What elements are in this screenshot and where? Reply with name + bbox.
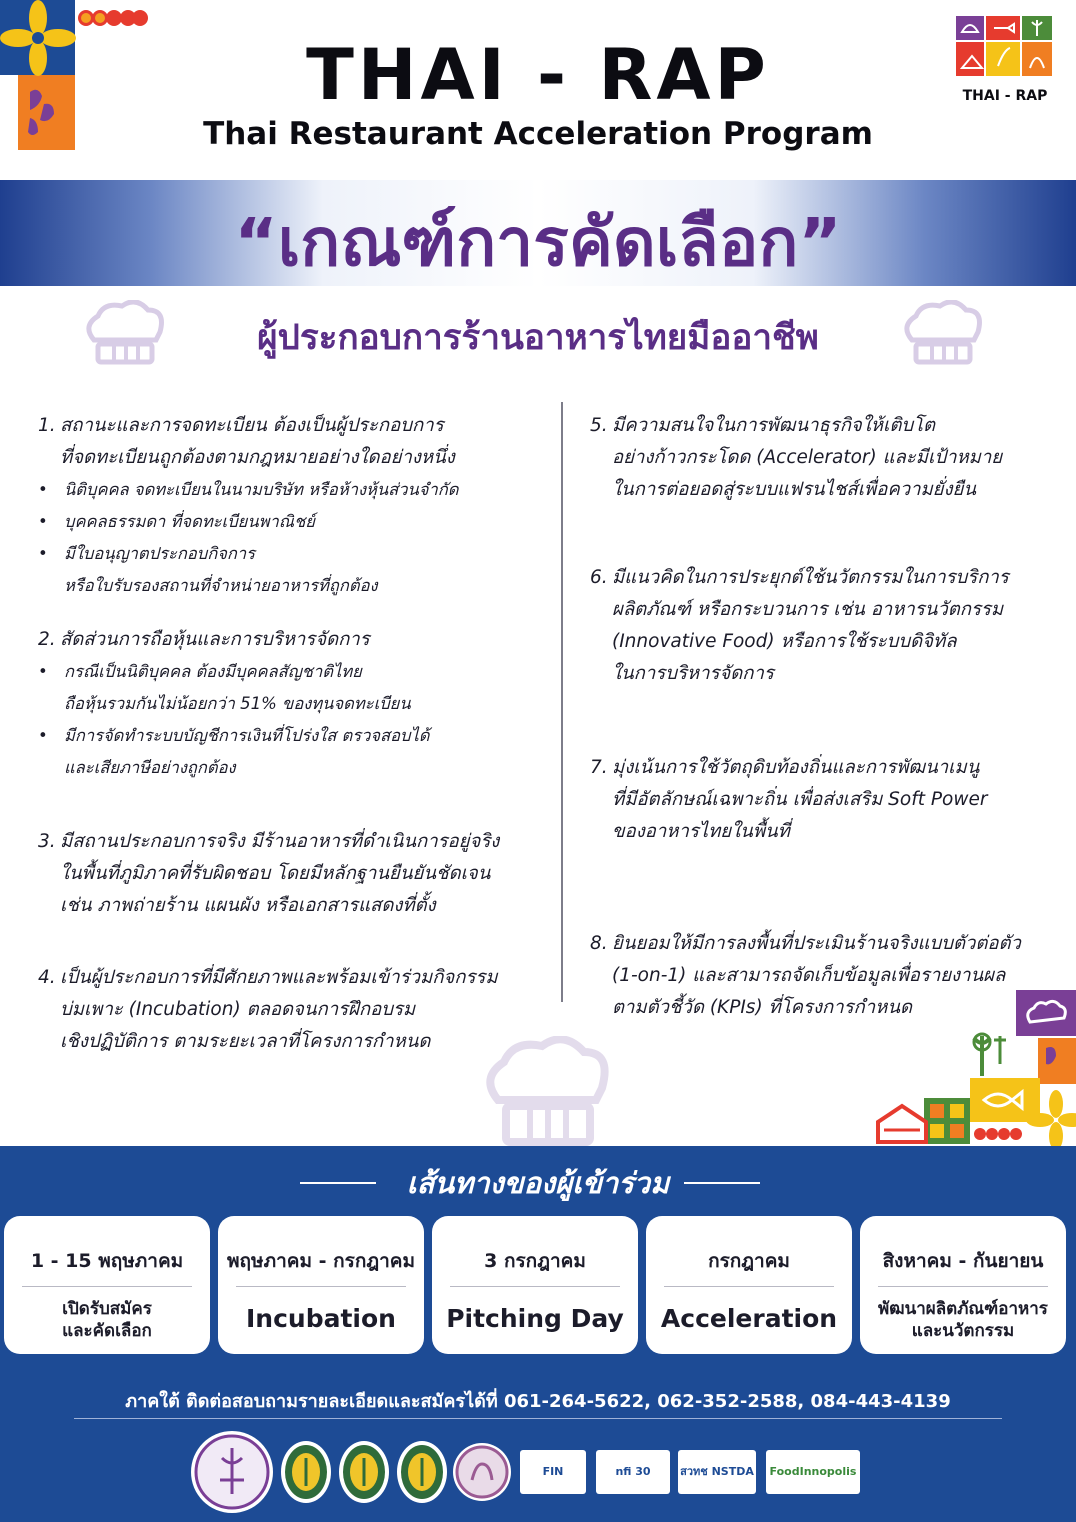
stage-label: Acceleration [660, 1304, 838, 1333]
chef-hat-icon [478, 1036, 618, 1146]
card-divider [22, 1286, 192, 1287]
food-puzzle-decoration-icon [870, 990, 1076, 1150]
criterion-bullet: • บุคคลธรรมดา ที่จดทะเบียนพาณิชย์ [38, 506, 548, 538]
criterion-title: 5. มีความสนใจในการพัฒนาธุรกิจให้เติบโต อย่างก้าวกระโดด (Accelerator) และมีเป้าหมาย ในการต่อยอดสู่ระบบแฟรนไชส์เพื่อความยั่งยืน [590, 415, 1003, 500]
contact-divider [74, 1418, 1002, 1419]
criterion-1 [38, 410, 548, 602]
timeline-card-2 [218, 1216, 424, 1354]
timeline-card-3 [432, 1216, 638, 1354]
partner-logo-foodinnopolis: FoodInnopolis [766, 1450, 860, 1494]
rajabhat-seal-icon [280, 1440, 332, 1504]
stage-date: 1 - 15 พฤษภาคม [30, 1250, 184, 1272]
column-divider [561, 402, 563, 1002]
thai-rap-puzzle-icon [950, 12, 1060, 90]
stage-date: กรกฎาคม [708, 1250, 790, 1272]
stage-label: เปิดรับสมัคร และคัดเลือก [62, 1299, 152, 1341]
criterion-title: 6. มีแนวคิดในการประยุกต์ใช้นวัตกรรมในการบริการ ผลิตภัณฑ์ หรือกระบวนการ เช่น อาหารนวัตกรรม (Innovative Food) หรือการใช้ระบบดิจิทัล ในการบริหารจัดการ [590, 567, 1009, 684]
thai-rap-logo-text: THAI - RAP [962, 88, 1048, 104]
criterion-title: 1. สถานะและการจดทะเบียน ต้องเป็นผู้ประกอบการ ที่จดทะเบียนถูกต้องตามกฎหมายอย่างใดอย่างหนึ่ง [38, 415, 455, 468]
partner-logo-nstda: สวทช NSTDA [678, 1450, 756, 1494]
partner-logo-nfi: nfi 30 [596, 1450, 670, 1494]
card-divider [450, 1286, 620, 1287]
criterion-bullet: • นิติบุคคล จดทะเบียนในนามบริษัท หรือห้างหุ้นส่วนจำกัด [38, 474, 548, 506]
criterion-6 [590, 562, 1060, 690]
banner-subtitle: ผู้ประกอบการร้านอาหารไทยมืออาชีพ [257, 318, 819, 358]
stage-date: สิงหาคม - กันยายน [882, 1250, 1044, 1272]
partner-logo-fin: FIN [520, 1450, 586, 1494]
criterion-3 [38, 826, 548, 922]
criterion-7 [590, 752, 1060, 848]
rajabhat-seal-icon [338, 1440, 390, 1504]
stage-label: Incubation [246, 1304, 396, 1333]
criterion-2 [38, 624, 548, 784]
timeline-heading: เส้นทางของผู้เข้าร่วม [406, 1166, 670, 1200]
timeline-card-5 [860, 1216, 1066, 1354]
card-divider [236, 1286, 406, 1287]
contact-info: ภาคใต้ ติดต่อสอบถามรายละเอียดและสมัครได้ที่ 061-264-5622, 062-352-2588, 084-443-4139 [125, 1391, 951, 1412]
criterion-title: 2. สัดส่วนการถือหุ้นและการบริหารจัดการ [38, 629, 370, 650]
timeline-card-1 [4, 1216, 210, 1354]
stage-date: 3 กรกฎาคม [484, 1250, 586, 1272]
card-divider [664, 1286, 834, 1287]
criterion-title: 8. ยินยอมให้มีการลงพื้นที่ประเมินร้านจริงแบบตัวต่อตัว (1-on-1) และสามารถจัดเก็บข้อมูลเพื่อรายงานผล ตามตัวชี้วัด (KPIs) ที่โครงการกำหนด [590, 933, 1021, 1018]
university-seal-icon [452, 1442, 512, 1502]
criterion-4 [38, 962, 548, 1058]
criterion-title: 3. มีสถานประกอบการจริง มีร้านอาหารที่ดำเนินการอยู่จริง ในพื้นที่ภูมิภาคที่รับผิดชอบ โดยมีหลักฐานยืนยันชัดเจน เช่น ภาพถ่ายร้าน แผนผัง หรือเอกสารแสดงที่ตั้ง [38, 831, 500, 916]
timeline-card-4 [646, 1216, 852, 1354]
criterion-bullet: • กรณีเป็นนิติบุคคล ต้องมีบุคคลสัญชาติไทย ถือหุ้นรวมกันไม่น้อยกว่า 51% ของทุนจดทะเบียน [38, 656, 548, 720]
page-subtitle: Thai Restaurant Acceleration Program [203, 116, 873, 152]
banner-title: “เกณฑ์การคัดเลือก” [234, 204, 842, 281]
criterion-title: 4. เป็นผู้ประกอบการที่มีศักยภาพและพร้อมเข้าร่วมกิจกรรม บ่มเพาะ (Incubation) ตลอดจนการฝึกอบรม เชิงปฏิบัติการ ตามระยะเวลาที่โครงการกำหนด [38, 967, 498, 1052]
stage-label: Pitching Day [446, 1304, 624, 1333]
criterion-title: 7. มุ่งเน้นการใช้วัตถุดิบท้องถิ่นและการพัฒนาเมนู ที่มีอัตลักษณ์เฉพาะถิ่น เพื่อส่งเสริม Soft Power ของอาหารไทยในพื้นที่ [590, 757, 988, 842]
page-title: THAI - RAP [306, 34, 770, 116]
stage-date: พฤษภาคม - กรกฎาคม [227, 1250, 415, 1272]
card-divider [878, 1286, 1048, 1287]
rajabhat-seal-icon [396, 1440, 448, 1504]
criterion-5 [590, 410, 1060, 506]
thai-rap-logo [950, 12, 1060, 112]
chef-hat-icon [898, 300, 988, 370]
stage-label: พัฒนาผลิตภัณฑ์อาหาร และนวัตกรรม [878, 1299, 1048, 1341]
criterion-bullet: • มีใบอนุญาตประกอบกิจการ หรือใบรับรองสถานที่จำหน่ายอาหารที่ถูกต้อง [38, 538, 548, 602]
university-seal-icon [190, 1430, 274, 1514]
criterion-bullet: • มีการจัดทำระบบบัญชีการเงินที่โปร่งใส ตรวจสอบได้ และเสียภาษีอย่างถูกต้อง [38, 720, 548, 784]
